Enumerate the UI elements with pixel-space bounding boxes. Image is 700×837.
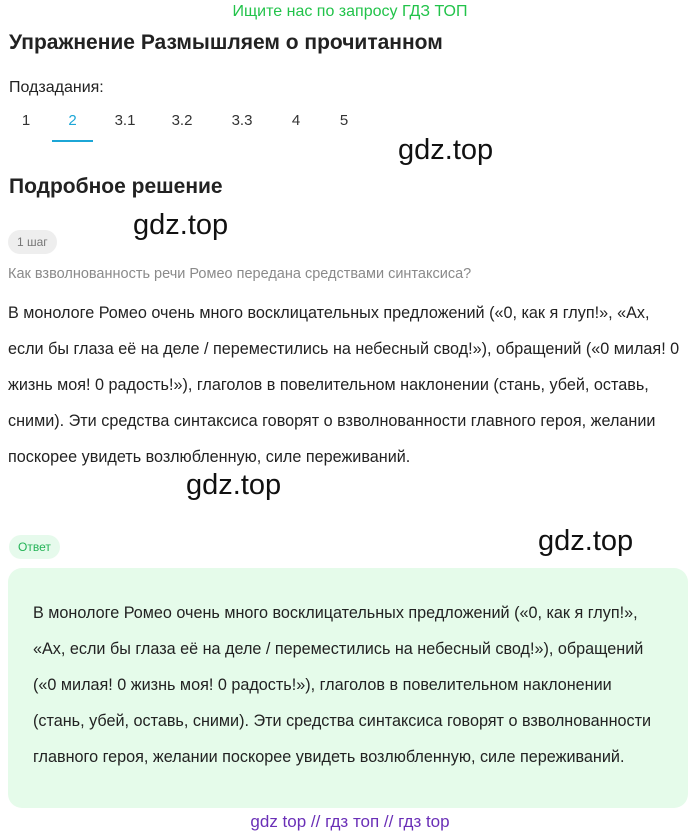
subtask-tabs [0, 108, 420, 142]
exercise-title: Упражнение Размышляем о прочитанном [9, 31, 443, 54]
subtasks-label: Подзадания: [9, 79, 104, 96]
solution-title: Подробное решение [9, 175, 223, 198]
watermark: gdz.top [538, 525, 634, 557]
question-text: Как взволнованность речи Ромео передана средствами синтаксиса? [8, 266, 472, 282]
tab-3-3[interactable]: 3.3 [231, 112, 253, 129]
tab-5[interactable]: 5 [339, 112, 349, 129]
promo-banner[interactable]: Ищите нас по запросу ГДЗ ТОП [232, 3, 468, 20]
watermark: gdz.top [133, 209, 229, 241]
tab-4[interactable]: 4 [291, 112, 301, 129]
tab-2[interactable]: 2 [52, 108, 93, 142]
tab-3-2[interactable]: 3.2 [171, 112, 193, 129]
answer-box [8, 568, 688, 808]
footer-links[interactable]: gdz top // гдз топ // гдз top [250, 812, 450, 831]
watermark: gdz.top [186, 469, 282, 501]
answer-badge: Ответ [9, 535, 60, 559]
answer-text: В монологе Ромео очень много восклицательных предложений («0, как я глуп!», «Ах, если бы глаза её на деле / переместились на небесный свод!»), обращений («0 милая! 0 жизнь моя! 0 радость!»), глаголов в повелительном наклонении (стань, убей, оставь, сними). Эти средства синтаксиса говорят о взволнованности главного героя, желании поскорее увидеть возлюбленную, силе переживаний. [33, 604, 652, 766]
tab-1[interactable]: 1 [21, 112, 31, 129]
solution-text: В монологе Ромео очень много восклицательных предложений («0, как я глуп!», «Ах, если бы глаза её на деле / переместились на небесный свод!»), обращений («0 милая! 0 жизнь моя! 0 радость!»), глаголов в повелительном наклонении (стань, убей, оставь, сними). Эти средства синтаксиса говорят о взволнованности главного героя, желании поскорее увидеть возлюбленную, силе переживаний. [8, 304, 680, 466]
tab-3-1[interactable]: 3.1 [114, 112, 136, 129]
watermark: gdz.top [398, 134, 494, 166]
step-badge: 1 шаг [8, 230, 57, 254]
